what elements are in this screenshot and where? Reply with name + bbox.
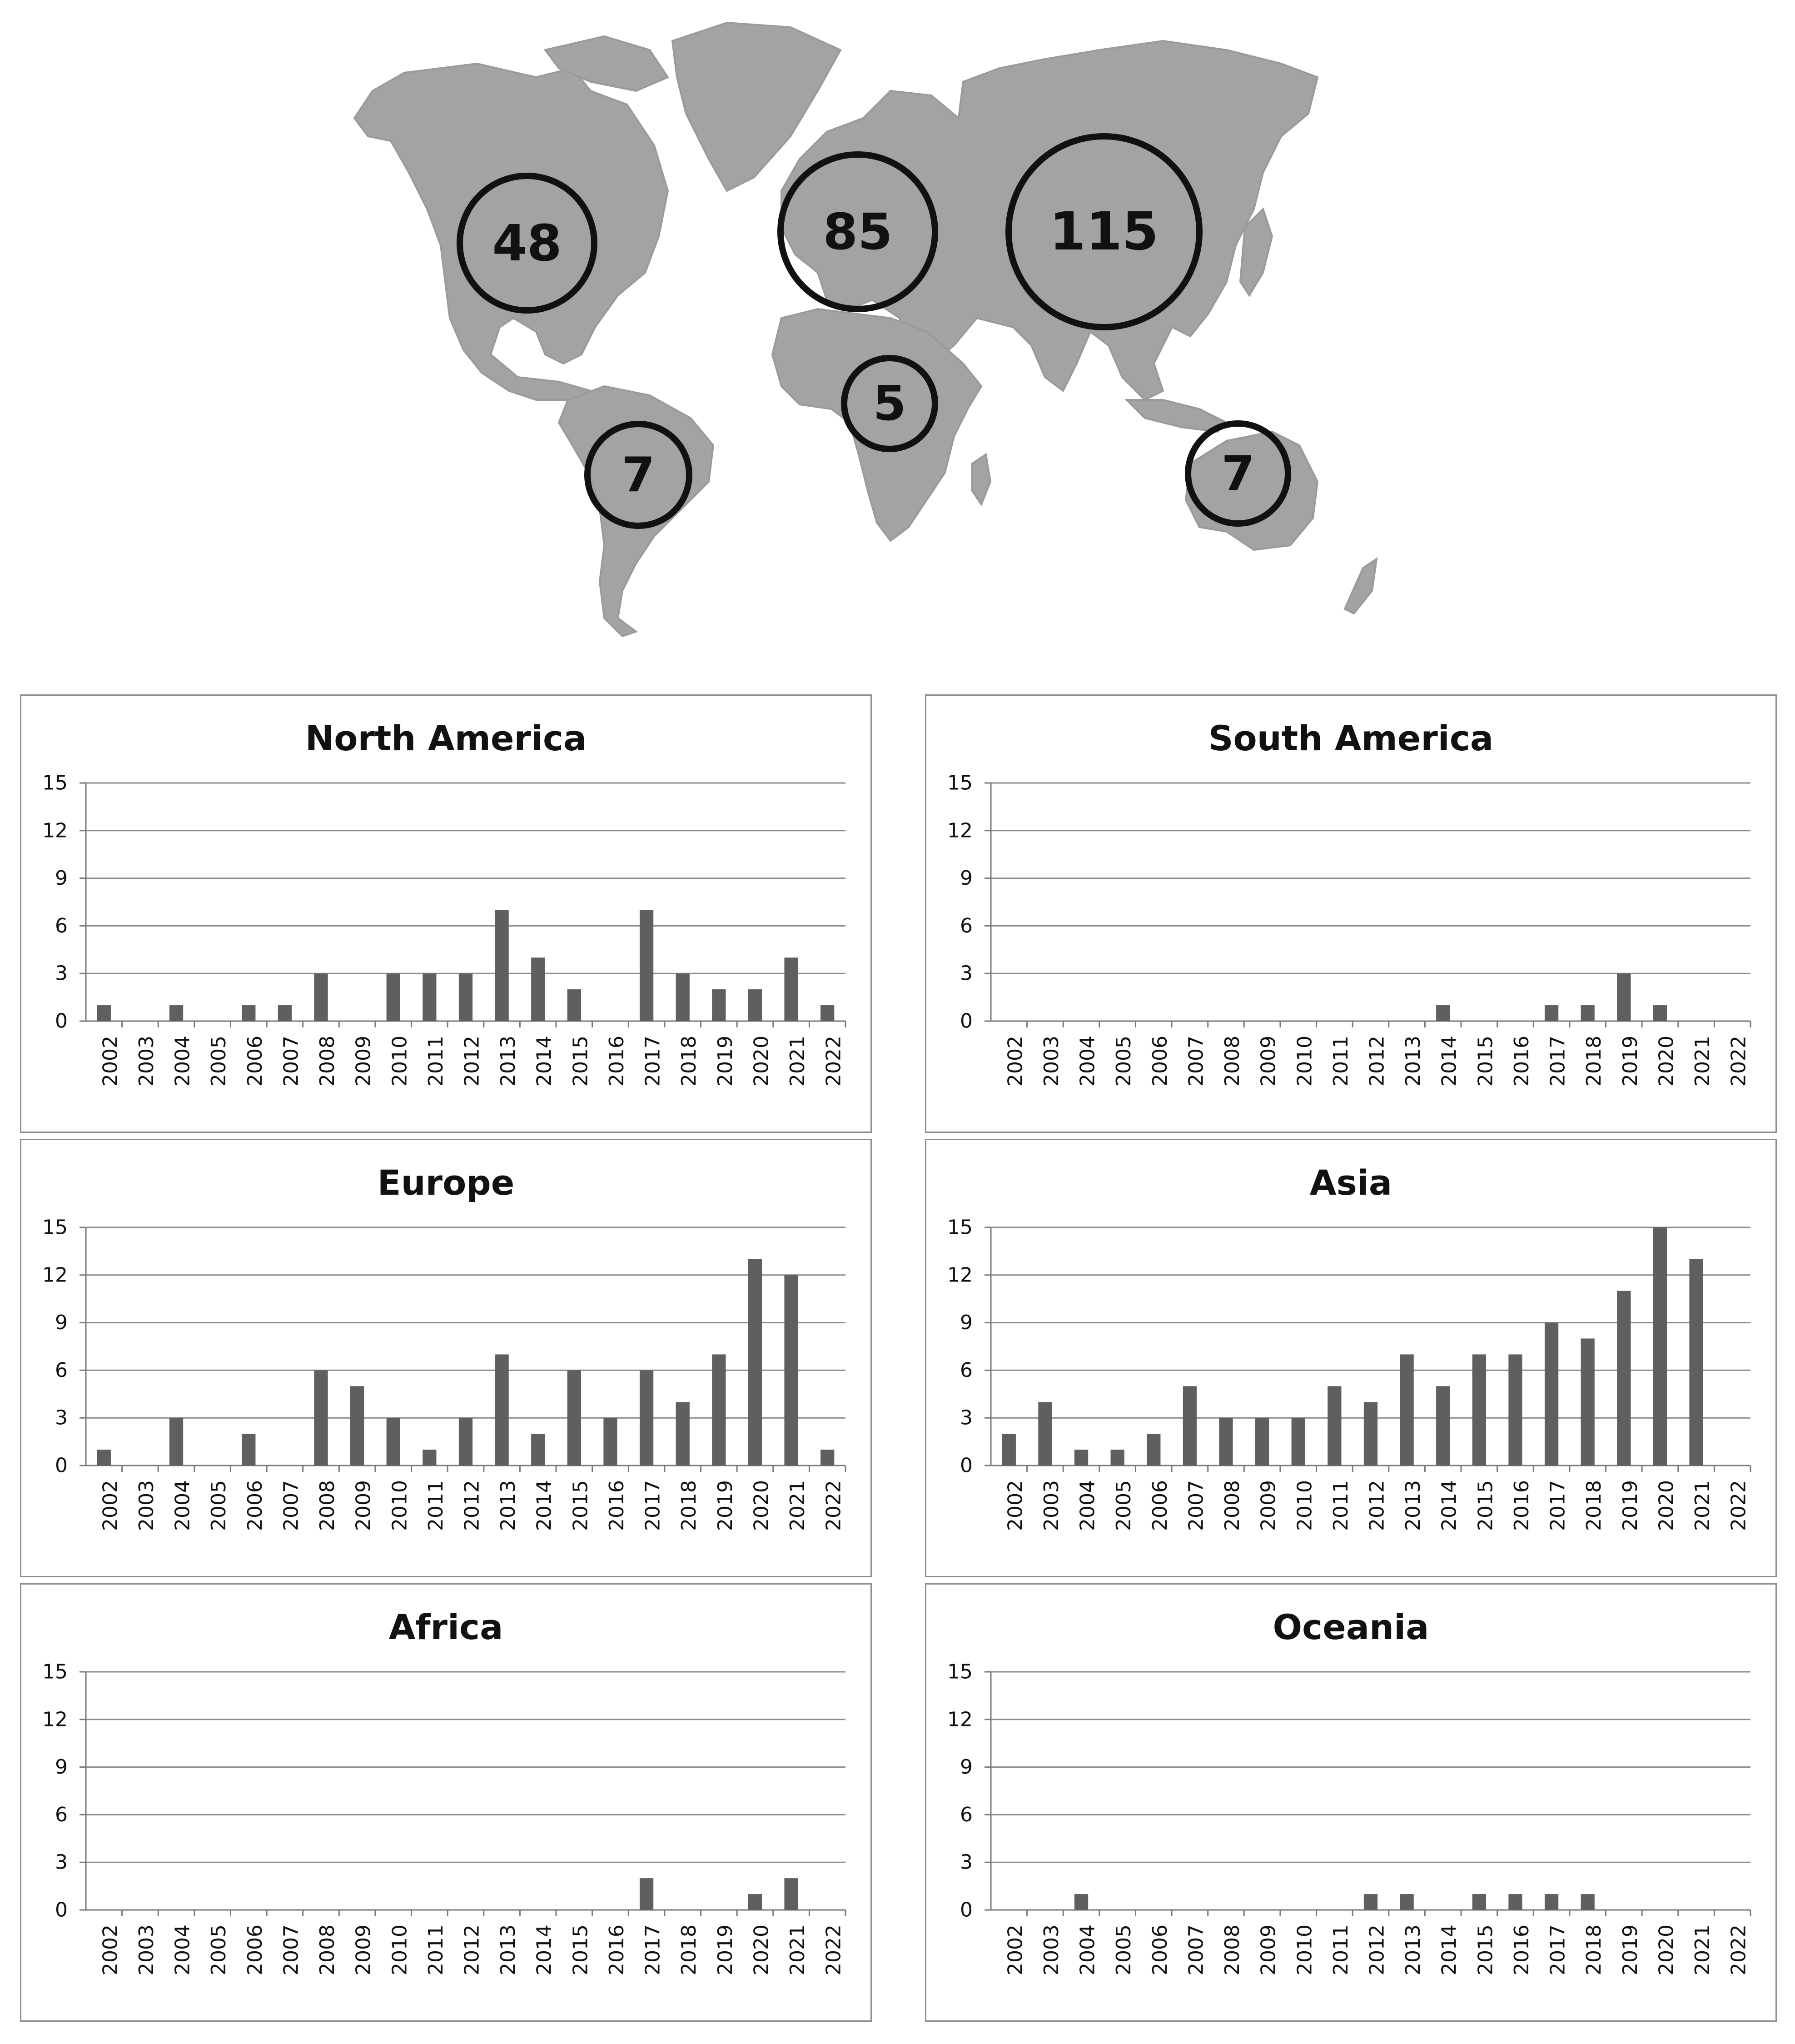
y-tick-label: 3	[960, 962, 973, 985]
y-tick-label: 9	[960, 1755, 973, 1779]
x-tick-label: 2005	[1112, 1480, 1136, 1531]
x-tick-label: 2014	[1437, 1480, 1461, 1531]
bar-asia-2014	[1436, 1386, 1450, 1466]
bar-north-america-2011	[423, 973, 436, 1021]
bar-north-america-2012	[459, 973, 472, 1021]
x-tick-label: 2006	[1148, 1036, 1172, 1087]
x-tick-label: 2007	[279, 1036, 303, 1087]
bar-north-america-2008	[314, 973, 328, 1021]
x-tick-label: 2007	[279, 1480, 303, 1531]
y-tick-label: 12	[947, 819, 973, 843]
bar-asia-2004	[1074, 1450, 1088, 1466]
x-tick-label: 2007	[1184, 1036, 1208, 1087]
bubble-label-south-america: 7	[622, 447, 655, 503]
bar-north-america-2010	[387, 973, 400, 1021]
bar-north-america-2007	[278, 1005, 292, 1021]
bubble-label-north-america: 48	[492, 214, 562, 272]
x-tick-label: 2012	[1365, 1036, 1389, 1087]
x-tick-label: 2015	[569, 1036, 592, 1087]
bar-asia-2005	[1111, 1450, 1124, 1466]
y-tick-label: 9	[55, 1311, 68, 1335]
bar-south-america-2018	[1581, 1005, 1595, 1021]
bar-europe-2015	[567, 1370, 581, 1466]
chart-title: Asia	[1309, 1162, 1392, 1203]
y-tick-label: 3	[55, 1406, 68, 1430]
x-tick-label: 2012	[460, 1036, 484, 1087]
x-tick-label: 2006	[243, 1036, 267, 1087]
x-tick-label: 2009	[1257, 1480, 1280, 1531]
chart-panel-oceania	[925, 1583, 1777, 2022]
bar-oceania-2015	[1472, 1894, 1486, 1910]
x-tick-label: 2016	[605, 1924, 628, 1975]
x-tick-label: 2007	[1184, 1924, 1208, 1975]
x-tick-label: 2015	[1474, 1036, 1497, 1087]
bar-chart	[926, 696, 1775, 1132]
x-tick-label: 2005	[207, 1480, 231, 1531]
x-tick-label: 2004	[1076, 1036, 1099, 1087]
x-tick-label: 2010	[1293, 1036, 1317, 1087]
madagascar-land	[972, 454, 990, 504]
x-tick-label: 2017	[1546, 1480, 1570, 1531]
y-tick-label: 12	[42, 819, 68, 843]
x-tick-label: 2021	[1691, 1924, 1715, 1975]
y-tick-label: 6	[55, 1358, 68, 1382]
bar-europe-2002	[97, 1450, 111, 1466]
x-tick-label: 2021	[1691, 1480, 1715, 1531]
x-tick-label: 2017	[641, 1924, 665, 1975]
x-tick-label: 2002	[1004, 1480, 1027, 1531]
bar-asia-2003	[1038, 1402, 1052, 1466]
x-tick-label: 2012	[460, 1924, 484, 1975]
bar-south-america-2014	[1436, 1005, 1450, 1021]
x-tick-label: 2014	[532, 1924, 556, 1975]
x-tick-label: 2016	[1510, 1924, 1533, 1975]
bubble-label-oceania: 7	[1221, 446, 1255, 501]
x-tick-label: 2013	[1402, 1036, 1425, 1087]
bar-asia-2017	[1545, 1323, 1558, 1466]
x-tick-label: 2008	[1221, 1480, 1244, 1531]
bar-north-america-2013	[495, 910, 508, 1021]
indonesia-land	[1127, 400, 1227, 432]
y-tick-label: 15	[42, 1660, 68, 1684]
x-tick-label: 2016	[1510, 1036, 1533, 1087]
x-tick-label: 2002	[99, 1480, 122, 1531]
chart-panel-africa	[20, 1583, 872, 2022]
chart-title: Europe	[377, 1162, 515, 1203]
bar-europe-2018	[676, 1402, 690, 1466]
bar-asia-2011	[1328, 1386, 1341, 1466]
y-tick-label: 15	[42, 771, 68, 795]
x-tick-label: 2015	[1474, 1924, 1497, 1975]
x-tick-label: 2013	[1402, 1924, 1425, 1975]
x-tick-label: 2015	[1474, 1480, 1497, 1531]
x-tick-label: 2005	[1112, 1036, 1136, 1087]
bar-asia-2009	[1255, 1418, 1269, 1466]
new-zealand-land	[1345, 559, 1377, 613]
chart-title: Oceania	[1273, 1607, 1429, 1647]
x-tick-label: 2010	[388, 1924, 412, 1975]
x-tick-label: 2003	[134, 1480, 158, 1531]
x-tick-label: 2020	[1655, 1480, 1678, 1531]
bar-north-america-2019	[712, 989, 726, 1021]
bar-south-america-2017	[1545, 1005, 1558, 1021]
bar-africa-2017	[640, 1878, 653, 1910]
x-tick-label: 2020	[750, 1480, 773, 1531]
x-tick-label: 2008	[316, 1036, 339, 1087]
x-tick-label: 2016	[605, 1036, 628, 1087]
x-tick-label: 2017	[641, 1036, 665, 1087]
bar-north-america-2022	[820, 1005, 834, 1021]
x-tick-label: 2017	[1546, 1924, 1570, 1975]
bar-north-america-2020	[748, 989, 762, 1021]
bar-oceania-2013	[1400, 1894, 1413, 1910]
bar-south-america-2019	[1617, 973, 1631, 1021]
x-tick-label: 2018	[677, 1480, 701, 1531]
x-tick-label: 2007	[279, 1924, 303, 1975]
x-tick-label: 2006	[243, 1924, 267, 1975]
x-tick-label: 2015	[569, 1480, 592, 1531]
y-tick-label: 0	[55, 1009, 68, 1033]
y-tick-label: 12	[947, 1263, 973, 1287]
x-tick-label: 2003	[1039, 1480, 1063, 1531]
chart-panel-north-america	[20, 694, 872, 1133]
x-tick-label: 2016	[605, 1480, 628, 1531]
y-tick-label: 15	[947, 1216, 973, 1239]
x-tick-label: 2009	[352, 1480, 375, 1531]
bubble-label-africa: 5	[873, 376, 906, 431]
x-tick-label: 2013	[497, 1924, 520, 1975]
bar-asia-2018	[1581, 1339, 1595, 1466]
y-tick-label: 3	[55, 962, 68, 985]
x-tick-label: 2013	[497, 1480, 520, 1531]
x-tick-label: 2020	[1655, 1036, 1678, 1087]
x-tick-label: 2011	[424, 1036, 448, 1087]
y-tick-label: 0	[55, 1454, 68, 1477]
x-tick-label: 2011	[424, 1480, 448, 1531]
y-tick-label: 3	[960, 1850, 973, 1874]
bar-asia-2006	[1147, 1434, 1160, 1466]
bar-europe-2020	[748, 1259, 762, 1466]
y-tick-label: 15	[42, 1216, 68, 1239]
x-tick-label: 2004	[1076, 1480, 1099, 1531]
x-tick-label: 2012	[1365, 1480, 1389, 1531]
x-tick-label: 2002	[1004, 1036, 1027, 1087]
chart-panel-europe	[20, 1139, 872, 1577]
x-tick-label: 2018	[1582, 1480, 1606, 1531]
bar-oceania-2004	[1074, 1894, 1088, 1910]
bar-europe-2004	[169, 1418, 183, 1466]
x-tick-label: 2013	[497, 1036, 520, 1087]
x-tick-label: 2011	[1329, 1036, 1352, 1087]
y-tick-label: 0	[960, 1898, 973, 1922]
x-tick-label: 2015	[569, 1924, 592, 1975]
y-tick-label: 9	[55, 867, 68, 890]
x-tick-label: 2019	[1618, 1480, 1642, 1531]
x-tick-label: 2017	[1546, 1036, 1570, 1087]
bar-asia-2010	[1292, 1418, 1305, 1466]
bar-chart	[21, 1140, 870, 1576]
bar-asia-2016	[1508, 1354, 1522, 1466]
bar-europe-2014	[531, 1434, 545, 1466]
bar-europe-2019	[712, 1354, 726, 1466]
x-tick-label: 2019	[713, 1924, 737, 1975]
x-tick-label: 2016	[1510, 1480, 1533, 1531]
x-tick-label: 2010	[1293, 1924, 1317, 1975]
bar-north-america-2004	[169, 1005, 183, 1021]
y-tick-label: 12	[42, 1263, 68, 1287]
y-tick-label: 9	[960, 1311, 973, 1335]
bar-north-america-2015	[567, 989, 581, 1021]
y-tick-label: 0	[960, 1454, 973, 1477]
x-tick-label: 2008	[316, 1924, 339, 1975]
y-tick-label: 12	[42, 1708, 68, 1731]
x-tick-label: 2009	[352, 1036, 375, 1087]
x-tick-label: 2011	[424, 1924, 448, 1975]
x-tick-label: 2006	[1148, 1480, 1172, 1531]
bar-oceania-2016	[1508, 1894, 1522, 1910]
bar-europe-2009	[350, 1386, 364, 1466]
y-tick-label: 6	[960, 914, 973, 937]
bar-asia-2002	[1002, 1434, 1016, 1466]
x-tick-label: 2010	[388, 1036, 412, 1087]
x-tick-label: 2011	[1329, 1480, 1352, 1531]
x-tick-label: 2018	[677, 1924, 701, 1975]
x-tick-label: 2014	[532, 1480, 556, 1531]
y-tick-label: 6	[960, 1358, 973, 1382]
x-tick-label: 2009	[352, 1924, 375, 1975]
x-tick-label: 2010	[1293, 1480, 1317, 1531]
bar-europe-2016	[603, 1418, 617, 1466]
y-tick-label: 15	[947, 1660, 973, 1684]
y-tick-label: 9	[960, 867, 973, 890]
x-tick-label: 2022	[822, 1924, 845, 1975]
x-tick-label: 2021	[786, 1036, 810, 1087]
chart-title: North America	[305, 718, 587, 758]
bar-chart	[926, 1140, 1775, 1576]
chart-title: South America	[1208, 718, 1494, 758]
bar-asia-2015	[1472, 1354, 1486, 1466]
bar-asia-2021	[1689, 1259, 1703, 1466]
y-tick-label: 12	[947, 1708, 973, 1731]
x-tick-label: 2008	[316, 1480, 339, 1531]
x-tick-label: 2019	[1618, 1036, 1642, 1087]
bar-asia-2013	[1400, 1354, 1413, 1466]
y-tick-label: 9	[55, 1755, 68, 1779]
bar-asia-2012	[1364, 1402, 1377, 1466]
x-tick-label: 2002	[99, 1036, 122, 1087]
bar-europe-2013	[495, 1354, 508, 1466]
x-tick-label: 2004	[171, 1036, 194, 1087]
x-tick-label: 2002	[99, 1924, 122, 1975]
x-tick-label: 2007	[1184, 1480, 1208, 1531]
x-tick-label: 2002	[1004, 1924, 1027, 1975]
x-tick-label: 2006	[243, 1480, 267, 1531]
landmasses	[354, 23, 1377, 636]
chart-title: Africa	[388, 1607, 503, 1647]
x-tick-label: 2003	[134, 1924, 158, 1975]
x-tick-label: 2022	[1727, 1924, 1750, 1975]
x-tick-label: 2006	[1148, 1924, 1172, 1975]
x-tick-label: 2011	[1329, 1924, 1352, 1975]
x-tick-label: 2012	[460, 1480, 484, 1531]
x-tick-label: 2020	[750, 1924, 773, 1975]
bar-north-america-2006	[242, 1005, 255, 1021]
x-tick-label: 2022	[1727, 1036, 1750, 1087]
bar-oceania-2018	[1581, 1894, 1595, 1910]
y-tick-label: 6	[55, 1803, 68, 1826]
bar-europe-2022	[820, 1450, 834, 1466]
x-tick-label: 2014	[1437, 1924, 1461, 1975]
x-tick-label: 2022	[822, 1480, 845, 1531]
x-tick-label: 2008	[1221, 1036, 1244, 1087]
x-tick-label: 2009	[1257, 1924, 1280, 1975]
bubble-label-asia: 115	[1049, 201, 1159, 262]
x-tick-label: 2022	[1727, 1480, 1750, 1531]
bar-asia-2019	[1617, 1291, 1631, 1466]
x-tick-label: 2013	[1402, 1480, 1425, 1531]
x-tick-label: 2019	[713, 1480, 737, 1531]
bar-europe-2008	[314, 1370, 328, 1466]
x-tick-label: 2003	[134, 1036, 158, 1087]
x-tick-label: 2005	[1112, 1924, 1136, 1975]
world-map	[0, 0, 1795, 659]
chart-panel-south-america	[925, 694, 1777, 1133]
x-tick-label: 2018	[1582, 1924, 1606, 1975]
x-tick-label: 2003	[1039, 1036, 1063, 1087]
bar-europe-2011	[423, 1450, 436, 1466]
bar-asia-2007	[1183, 1386, 1197, 1466]
x-tick-label: 2010	[388, 1480, 412, 1531]
x-tick-label: 2004	[1076, 1924, 1099, 1975]
y-tick-label: 6	[55, 914, 68, 937]
x-tick-label: 2009	[1257, 1036, 1280, 1087]
x-tick-label: 2022	[822, 1036, 845, 1087]
bar-oceania-2012	[1364, 1894, 1377, 1910]
bubble-label-europe: 85	[823, 203, 893, 261]
bar-asia-2008	[1219, 1418, 1233, 1466]
bar-africa-2021	[784, 1878, 798, 1910]
x-tick-label: 2021	[786, 1924, 810, 1975]
x-tick-label: 2004	[171, 1924, 194, 1975]
y-tick-label: 3	[960, 1406, 973, 1430]
bar-north-america-2021	[784, 957, 798, 1021]
x-tick-label: 2017	[641, 1480, 665, 1531]
x-tick-label: 2008	[1221, 1924, 1244, 1975]
bar-europe-2012	[459, 1418, 472, 1466]
bar-asia-2020	[1653, 1227, 1667, 1466]
bar-chart	[21, 696, 870, 1132]
bar-chart	[21, 1585, 870, 2020]
bar-north-america-2014	[531, 957, 545, 1021]
x-tick-label: 2005	[207, 1924, 231, 1975]
bar-oceania-2017	[1545, 1894, 1558, 1910]
x-tick-label: 2012	[1365, 1924, 1389, 1975]
x-tick-label: 2019	[1618, 1924, 1642, 1975]
x-tick-label: 2014	[1437, 1036, 1461, 1087]
x-tick-label: 2020	[750, 1036, 773, 1087]
x-tick-label: 2021	[1691, 1036, 1715, 1087]
bar-north-america-2002	[97, 1005, 111, 1021]
x-tick-label: 2018	[677, 1036, 701, 1087]
y-tick-label: 0	[960, 1009, 973, 1033]
x-tick-label: 2003	[1039, 1924, 1063, 1975]
bar-south-america-2020	[1653, 1005, 1667, 1021]
x-tick-label: 2020	[1655, 1924, 1678, 1975]
x-tick-label: 2004	[171, 1480, 194, 1531]
bar-europe-2010	[387, 1418, 400, 1466]
y-tick-label: 3	[55, 1850, 68, 1874]
bar-europe-2021	[784, 1275, 798, 1466]
bar-africa-2020	[748, 1894, 762, 1910]
x-tick-label: 2014	[532, 1036, 556, 1087]
y-tick-label: 6	[960, 1803, 973, 1826]
x-tick-label: 2005	[207, 1036, 231, 1087]
bar-europe-2006	[242, 1434, 255, 1466]
x-tick-label: 2018	[1582, 1036, 1606, 1087]
bar-chart	[926, 1585, 1775, 2020]
y-tick-label: 15	[947, 771, 973, 795]
bar-north-america-2017	[640, 910, 653, 1021]
x-tick-label: 2021	[786, 1480, 810, 1531]
bar-europe-2017	[640, 1370, 653, 1466]
bar-north-america-2018	[676, 973, 690, 1021]
y-tick-label: 0	[55, 1898, 68, 1922]
x-tick-label: 2019	[713, 1036, 737, 1087]
chart-panel-asia	[925, 1139, 1777, 1577]
